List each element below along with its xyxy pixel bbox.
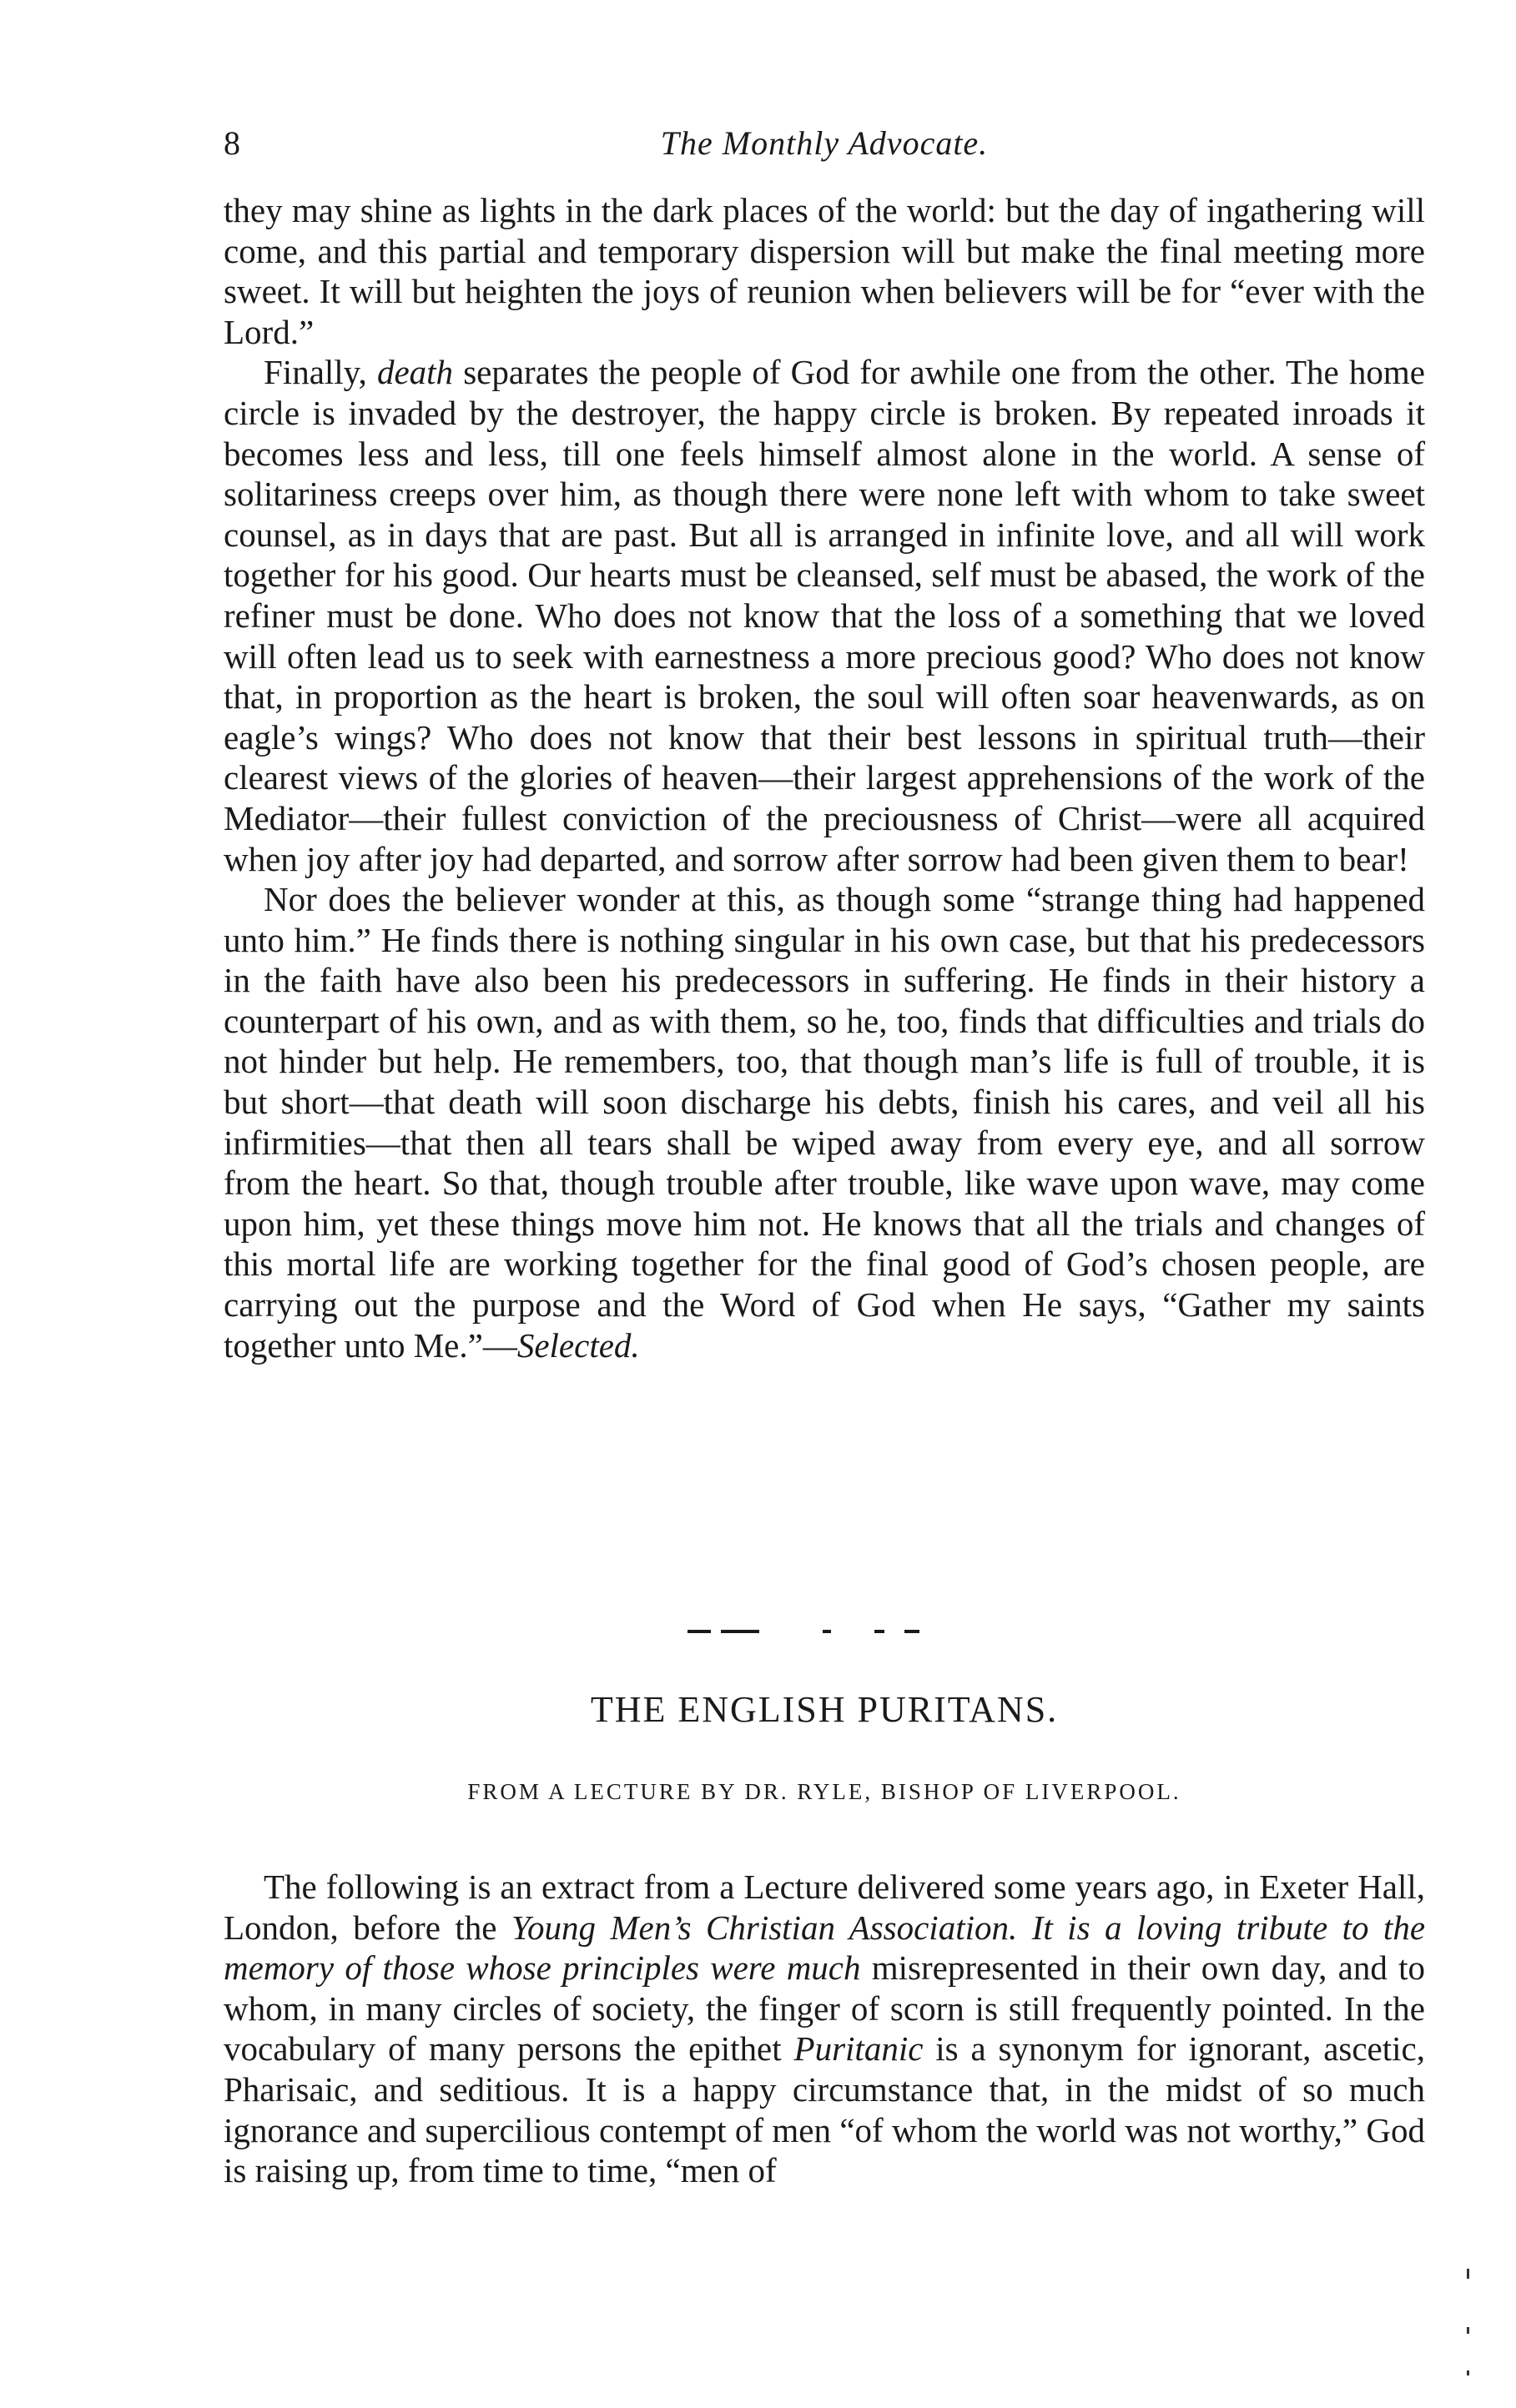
- text-run: is a synonym for ignorant, ascetic, Pharisaic, and seditious. It is a happy circumstance that, in the midst of so much ignorance and supercilious contempt of men “of whom the world was not worthy,” God is raising up, from time to time, “men of: [224, 2029, 1425, 2190]
- text-run: Finally,: [264, 353, 377, 392]
- text-run: separates the people of God for awhile one from the other. The home circle is invaded by the destroyer, the happy circle is broken. By repeated inroads it becomes less and less, till one feels himself almost alone in the world. A sense of solitariness creeps over him, as though there were none left with whom to take sweet counsel, as in days that are past. But all is arranged in infinite love, and all will work together for his good. Our hearts must be cleansed, self must be abased, the work of the refiner must be done. Who does not know that the loss of a something that we loved will often lead us to seek with earnestness a more precious good? Who does not know that, in proportion as the heart is broken, the soul will often soar heavenwards, as on eagle’s wings? Who does not know that their best lessons in spiritual truth—their clearest views of the glories of heaven—their largest apprehensions of the work of the Mediator—their fullest conviction of the preciousness of Christ—were all acquired when joy after joy had departed, and sorrow after sorrow had been given them to bear!: [224, 353, 1425, 878]
- text-run: The following is an extract from a Lecture delivered some years ago, in Exeter Hall, London, before the: [224, 1868, 1425, 1947]
- text-run: misrepresented in their own day, and to whom, in many circles of society, the finger of scorn is still frequently pointed. In the vocabulary of many persons the epithet: [224, 1948, 1425, 2069]
- page-edge-mark: [1467, 2370, 1469, 2375]
- running-head: [224, 118, 1425, 168]
- paragraph: [224, 190, 1425, 352]
- section-subtitle: FROM A LECTURE BY DR. RYLE, BISHOP OF LIVERPOOL.: [467, 1779, 1181, 1804]
- emphasis-text: Young Men’s Christian Association.: [511, 1908, 1018, 1947]
- section-divider-rule: [681, 1626, 1073, 1637]
- article-continued-text: [224, 190, 1425, 1365]
- paragraph: [224, 352, 1425, 879]
- text-run: Nor does the believer wonder at this, as though some “strange thing had happened unto him.” He finds there is nothing singular in his own case, but that his predecessors in the faith have also been his predecessors in suffering. He finds in their history a counterpart of his own, and as with them, so he, too, finds that difficulties and trials do not hinder but help. He remembers, too, that though man’s life is full of trouble, it is but short—that death will soon discharge his debts, finish his cares, and veil all his infirmities—that then all tears shall be wiped away from every eye, and all sorrow from the heart. So that, though trouble after trouble, like wave upon wave, may come upon him, yet these things move him not. He knows that all the trials and changes of this mortal life are working together for the final good of God’s chosen people, are carrying out the purpose and the Word of God when He says, “Gather my saints together unto Me.”—: [224, 880, 1425, 1365]
- emphasis-text: death: [376, 353, 454, 392]
- paragraph: [224, 879, 1425, 1365]
- section-title: THE ENGLISH PURITANS.: [590, 1689, 1059, 1730]
- emphasis-text: It is a loving tribute to the memory of those whose principles were much: [224, 1908, 1426, 1988]
- journal-title: The Monthly Advocate.: [660, 124, 989, 162]
- text-run: they may shine as lights in the dark places of the world: but the day of ingathering will come, and this partial and temporary dispersion will but make the final meeting more sweet. It will but heighten the joys of reunion when believers will be for “ever with the Lord.”: [224, 191, 1425, 351]
- article-body-text: [224, 1867, 1425, 2191]
- emphasis-text: Puritanic: [793, 2029, 924, 2069]
- page-number: 8: [224, 124, 240, 162]
- paragraph: [224, 1867, 1425, 2191]
- page-edge-mark: [1467, 2269, 1469, 2279]
- page-edge-mark: [1467, 2327, 1469, 2334]
- source-attribution: Selected.: [516, 1325, 640, 1365]
